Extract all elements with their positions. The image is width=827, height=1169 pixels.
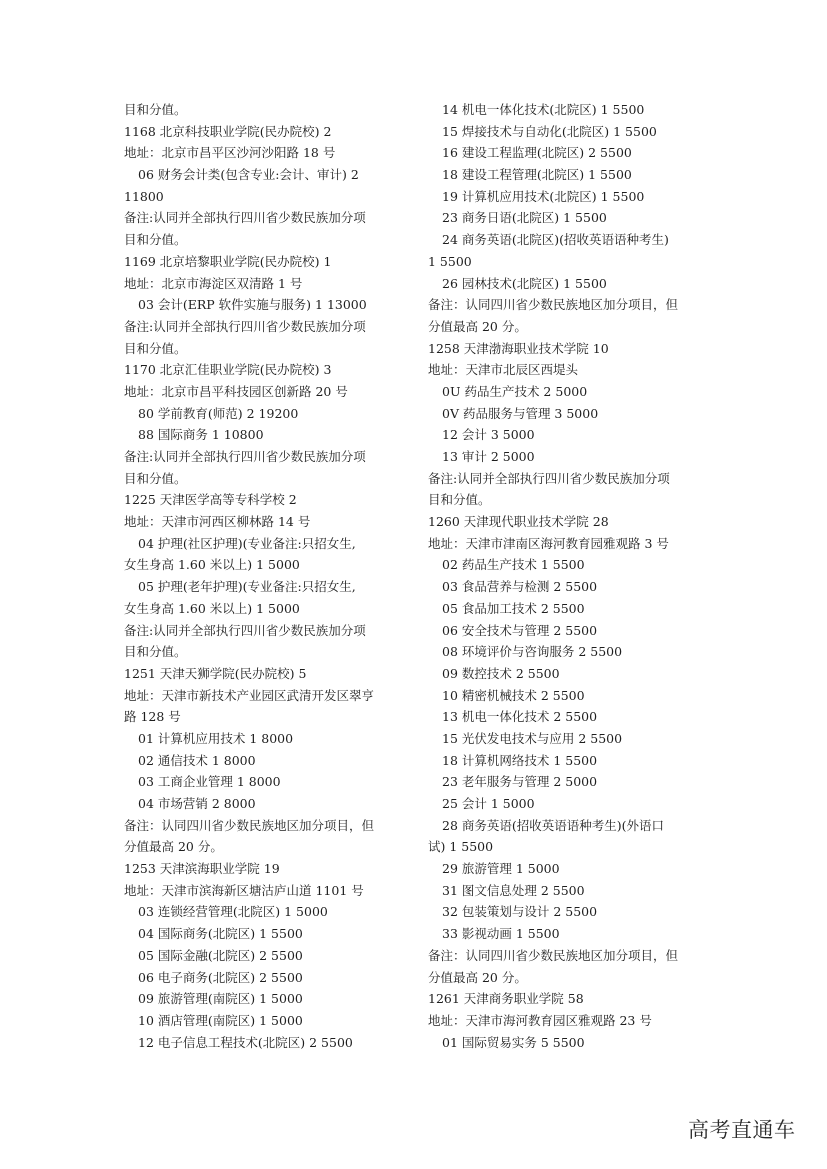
text-line: 目和分值。 [124, 232, 187, 248]
text-line: 03 连锁经营管理(北院区) 1 5000 [138, 904, 328, 920]
text-line: 03 会计(ERP 软件实施与服务) 1 13000 [138, 297, 367, 313]
text-line: 15 光伏发电技术与应用 2 5500 [442, 730, 623, 746]
text-line: 04 国际商务(北院区) 1 5500 [138, 926, 303, 942]
text-line: 18 计算机网络技术 1 5500 [442, 752, 598, 768]
text-line: 备注:认同并全部执行四川省少数民族加分项 [124, 449, 366, 464]
text-line: 备注:认同并全部执行四川省少数民族加分项 [428, 470, 670, 486]
text-line: 备注：认同四川省少数民族地区加分项目，但 [428, 947, 679, 963]
text-line: 备注:认同并全部执行四川省少数民族加分项 [124, 318, 366, 334]
text-line: 16 建设工程监理(北院区) 2 5500 [442, 145, 632, 161]
text-line: 18 建设工程管理(北院区) 1 5500 [442, 167, 632, 183]
text-line: 31 图文信息处理 2 5500 [442, 882, 585, 898]
text-line: 88 国际商务 1 10800 [138, 427, 264, 443]
text-line: 05 护理(老年护理)(专业备注:只招女生, [138, 579, 356, 595]
text-line: 23 老年服务与管理 2 5000 [442, 774, 598, 790]
text-line: 11800 [124, 188, 164, 204]
text-line: 23 商务日语(北院区) 1 5500 [442, 210, 607, 226]
text-line: 02 通信技术 1 8000 [138, 752, 256, 768]
text-line: 06 电子商务(北院区) 2 5500 [138, 969, 303, 985]
text-line: 1251 天津天狮学院(民办院校) 5 [124, 665, 307, 681]
text-line: 09 数控技术 2 5500 [442, 665, 560, 681]
text-line: 06 财务会计类(包含专业:会计、审计) 2 [138, 167, 359, 183]
text-line: 目和分值。 [124, 644, 187, 660]
text-line: 地址：天津市海河教育园区雅观路 23 号 [428, 1012, 652, 1028]
text-line: 女生身高 1.60 米以上) 1 5000 [124, 557, 300, 573]
text-line: 26 园林技术(北院区) 1 5500 [442, 275, 607, 291]
text-line: 路 128 号 [124, 709, 181, 725]
text-line: 目和分值。 [124, 470, 187, 486]
text-line: 1170 北京汇佳职业学院(民办院校) 3 [124, 362, 332, 378]
text-line: 地址：北京市昌平科技园区创新路 20 号 [124, 383, 348, 399]
text-line: 1261 天津商务职业学院 58 [428, 991, 584, 1007]
text-line: 02 药品生产技术 1 5500 [442, 557, 585, 573]
watermark-text: 高考直通车 [688, 1118, 796, 1142]
right-column [428, 99, 718, 1053]
text-line: 01 计算机应用技术 1 8000 [138, 730, 294, 746]
text-line: 1260 天津现代职业技术学院 28 [428, 514, 609, 530]
text-line: 1258 天津渤海职业技术学院 10 [428, 340, 609, 356]
text-line: 女生身高 1.60 米以上) 1 5000 [124, 600, 300, 616]
text-line: 33 影视动画 1 5500 [442, 926, 560, 942]
text-line: 备注:认同并全部执行四川省少数民族加分项 [124, 622, 366, 638]
text-line: 12 会计 3 5000 [442, 427, 535, 443]
text-line: 03 工商企业管理 1 8000 [138, 774, 281, 790]
text-line: 13 审计 2 5000 [442, 449, 535, 464]
text-line: 1169 北京培黎职业学院(民办院校) 1 [124, 253, 332, 269]
text-line: 1253 天津滨海职业学院 19 [124, 861, 280, 877]
text-line: 14 机电一体化技术(北院区) 1 5500 [442, 102, 645, 117]
text-line: 28 商务英语(招收英语语种考生)(外语口 [442, 817, 665, 833]
text-line: 12 电子信息工程技术(北院区) 2 5500 [138, 1034, 353, 1050]
text-line: 03 食品营养与检测 2 5500 [442, 579, 598, 595]
text-line: 目和分值。 [124, 340, 187, 356]
text-line: 1 5500 [428, 253, 472, 269]
text-line: 10 酒店管理(南院区) 1 5000 [138, 1012, 303, 1028]
text-line: 地址：天津市新技术产业园区武清开发区翠亨 [124, 687, 375, 703]
text-line: 0U 药品生产技术 2 5000 [442, 383, 588, 399]
text-line: 地址：天津市滨海新区塘沽庐山道 1101 号 [124, 882, 364, 898]
text-line: 试) 1 5500 [428, 839, 494, 855]
text-line: 目和分值。 [428, 492, 491, 508]
text-line: 备注:认同并全部执行四川省少数民族加分项 [124, 210, 366, 226]
text-line: 0V 药品服务与管理 3 5000 [442, 405, 599, 421]
left-column [124, 99, 414, 1053]
text-line: 05 国际金融(北院区) 2 5500 [138, 947, 303, 963]
text-line: 15 焊接技术与自动化(北院区) 1 5500 [442, 123, 657, 139]
text-line: 19 计算机应用技术(北院区) 1 5500 [442, 188, 645, 204]
text-line: 29 旅游管理 1 5000 [442, 861, 560, 877]
text-line: 分值最高 20 分。 [124, 839, 223, 855]
text-line: 地址：天津市津南区海河教育园雅观路 3 号 [428, 535, 669, 551]
text-line: 05 食品加工技术 2 5500 [442, 600, 585, 616]
text-line: 10 精密机械技术 2 5500 [442, 687, 585, 703]
text-line: 地址：北京市昌平区沙河沙阳路 18 号 [124, 145, 336, 161]
text-line: 分值最高 20 分。 [428, 969, 527, 985]
text-line: 06 安全技术与管理 2 5500 [442, 622, 598, 638]
text-line: 地址：天津市北辰区西堤头 [428, 362, 579, 378]
text-line: 目和分值。 [124, 102, 187, 117]
text-line: 08 环境评价与咨询服务 2 5500 [442, 644, 623, 660]
text-line: 24 商务英语(北院区)(招收英语语种考生) [442, 232, 669, 248]
text-line: 04 市场营销 2 8000 [138, 796, 256, 811]
text-line: 地址：天津市河西区柳林路 14 号 [124, 514, 311, 530]
text-line: 04 护理(社区护理)(专业备注:只招女生, [138, 535, 356, 551]
text-line: 地址：北京市海淀区双清路 1 号 [124, 275, 303, 291]
text-line: 1225 天津医学高等专科学校 2 [124, 492, 297, 508]
text-line: 1168 北京科技职业学院(民办院校) 2 [124, 123, 332, 139]
text-line: 09 旅游管理(南院区) 1 5000 [138, 991, 303, 1007]
text-line: 25 会计 1 5000 [442, 796, 535, 811]
text-line: 分值最高 20 分。 [428, 318, 527, 334]
text-line: 01 国际贸易实务 5 5500 [442, 1034, 585, 1050]
text-line: 13 机电一体化技术 2 5500 [442, 709, 598, 725]
text-line: 备注：认同四川省少数民族地区加分项目，但 [124, 817, 375, 833]
text-line: 备注：认同四川省少数民族地区加分项目，但 [428, 297, 679, 313]
text-line: 32 包装策划与设计 2 5500 [442, 904, 598, 920]
text-line: 80 学前教育(师范) 2 19200 [138, 405, 299, 421]
